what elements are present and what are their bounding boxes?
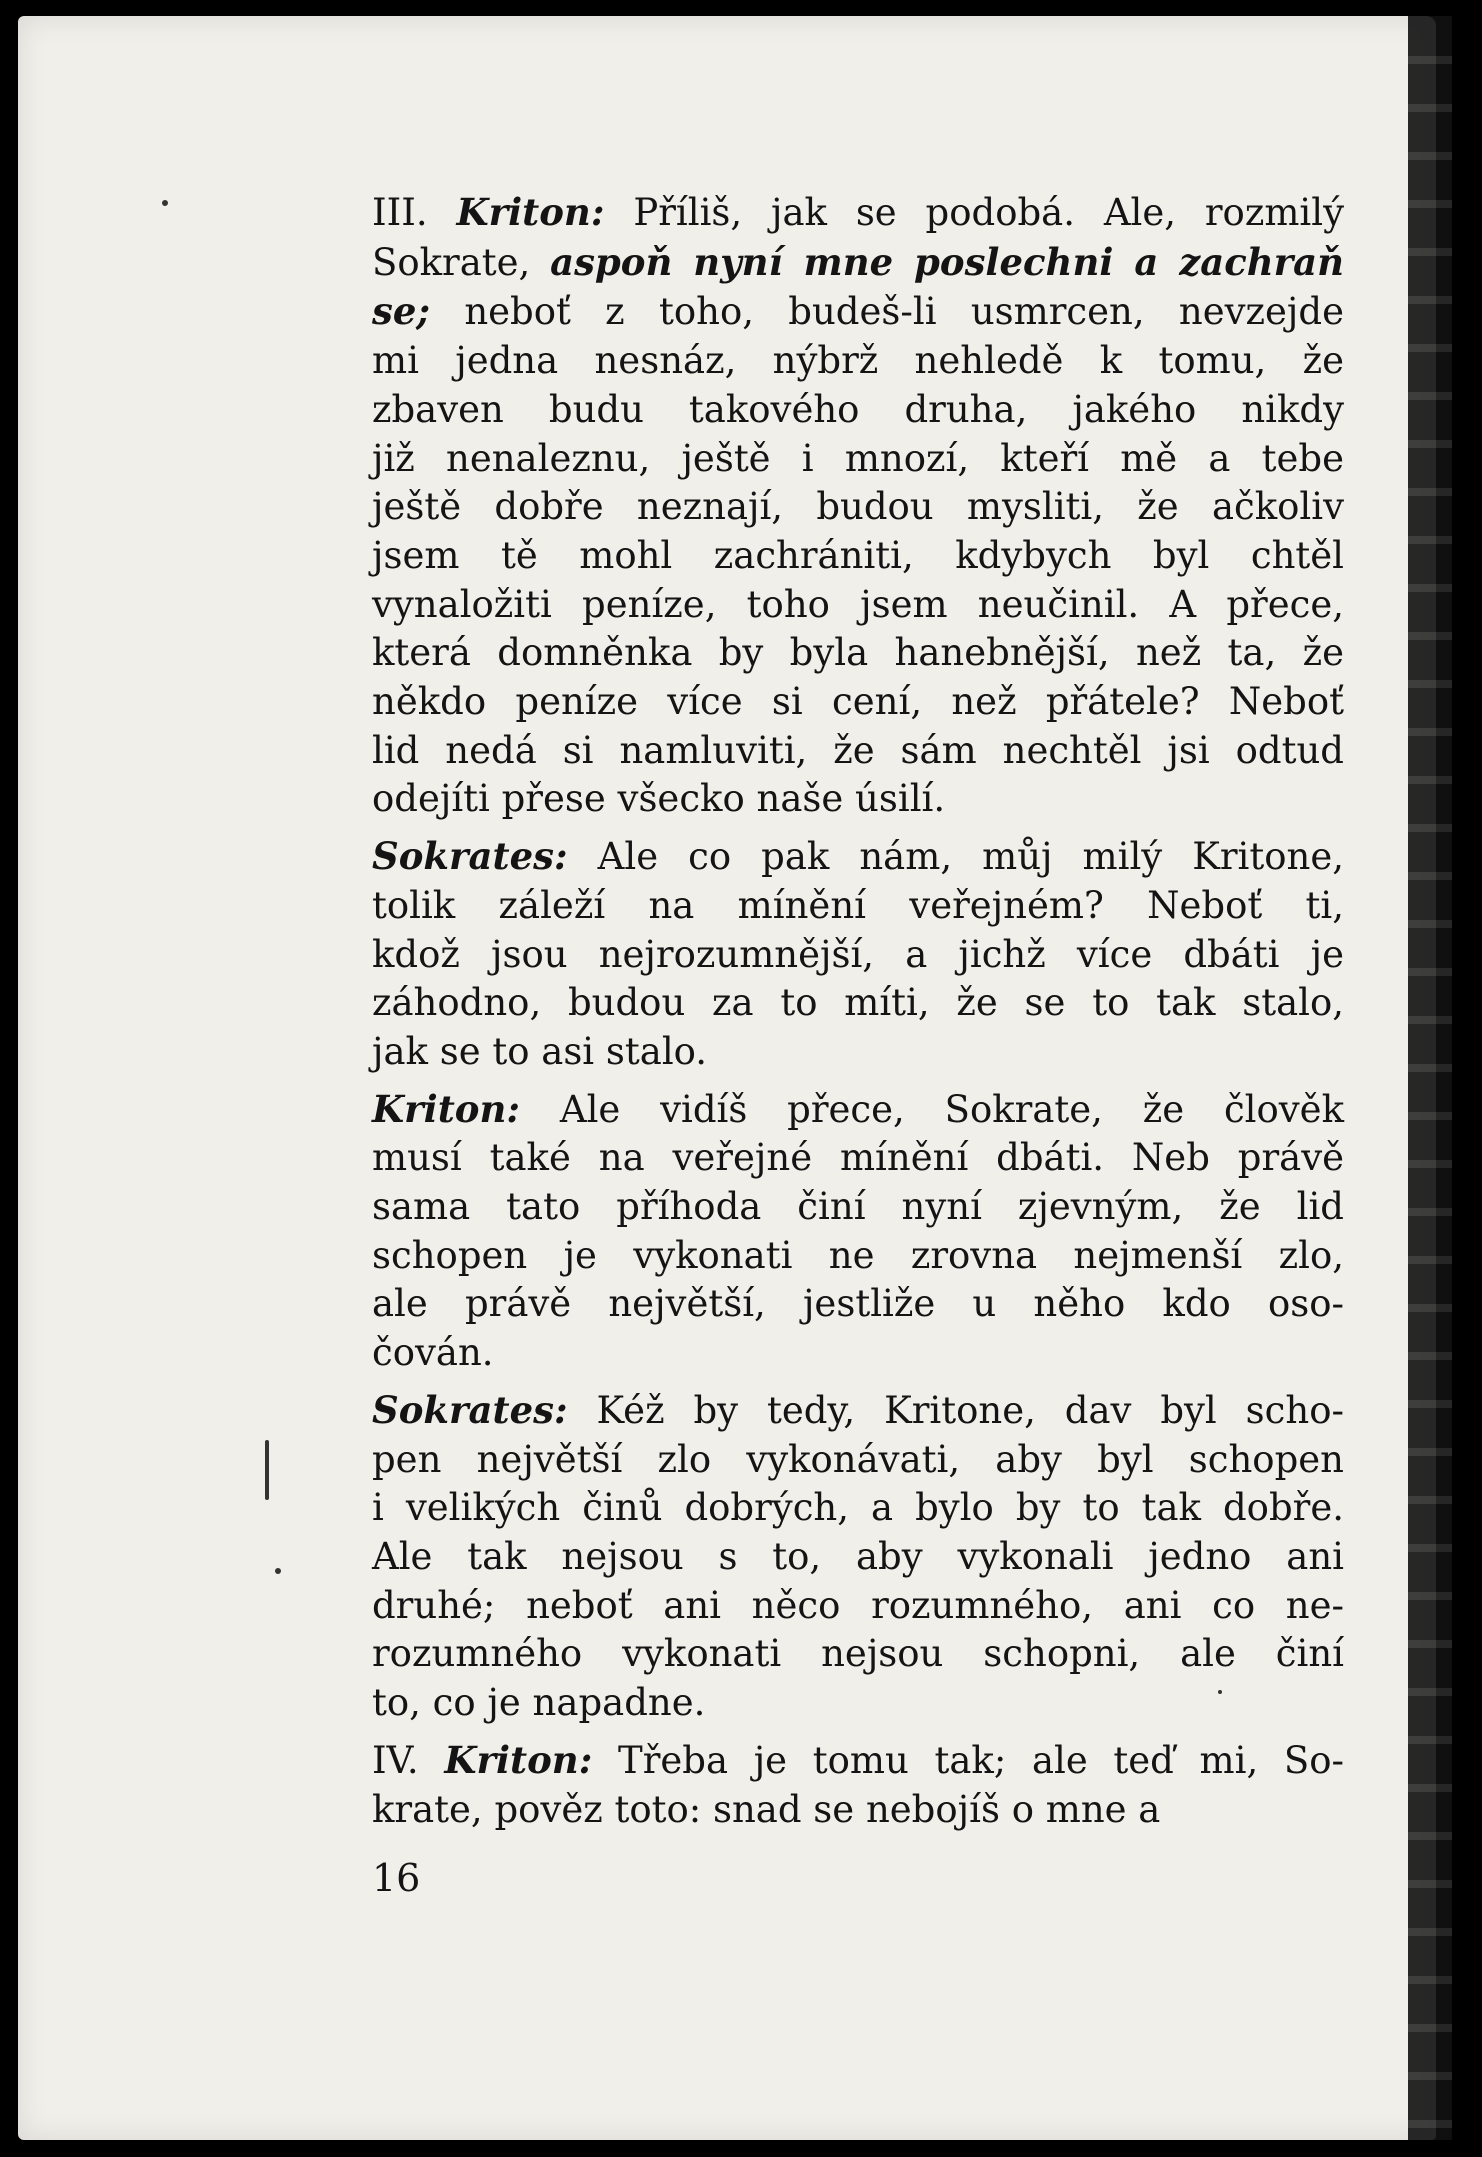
text-line: [372, 1736, 1344, 1786]
text-line: [372, 727, 1344, 776]
text-segment: Sokrate,: [372, 240, 551, 284]
text-segment: i velikých činů dobrých, a bylo by to tak dobře.: [372, 1486, 1344, 1530]
paragraph: [372, 188, 1344, 824]
text-line: [372, 188, 1344, 238]
text-line: [372, 532, 1344, 581]
dust-speck: [265, 1440, 269, 1500]
text-segment: záhodno, budou za to míti, že se to tak stalo,: [372, 981, 1344, 1025]
text-segment: někdo peníze více si cení, než přátele? Neboť: [372, 680, 1344, 724]
text-line: [372, 1630, 1344, 1679]
text-segment: zbaven budu takového druha, jakého nikdy: [372, 387, 1344, 431]
text-segment: pen největší zlo vykonávati, aby byl schopen: [372, 1437, 1344, 1481]
text-segment: lid nedá si namluviti, že sám nechtěl jsi odtud: [372, 728, 1344, 772]
text-line: [372, 581, 1344, 630]
text-segment: kdož jsou nejrozumnější, a jichž více dbáti je: [372, 932, 1344, 976]
text-line: [372, 882, 1344, 931]
speaker-label: Kriton:: [444, 1737, 593, 1782]
text-segment: ale právě největší, jestliže u něho kdo oso-: [372, 1282, 1344, 1326]
text-line: [372, 979, 1344, 1028]
text-line: [372, 1436, 1344, 1485]
text-line: [372, 1280, 1344, 1329]
paragraph: [372, 1085, 1344, 1378]
speaker-label: Sokrates:: [372, 1387, 568, 1432]
text-line: [372, 287, 1344, 337]
dust-speck: [162, 200, 168, 206]
text-segment: mi jedna nesnáz, nýbrž nehledě k tomu, že: [372, 339, 1344, 383]
text-line: [372, 1533, 1344, 1582]
text-segment: tolik záleží na mínění veřejném? Neboť ti,: [372, 883, 1344, 927]
text-segment: to, co je napadne.: [372, 1681, 706, 1725]
text-segment: Kéž by tedy, Kritone, dav byl scho-: [567, 1388, 1344, 1432]
text-segment: jsem tě mohl zachrániti, kdybych byl chtěl: [372, 533, 1344, 577]
text-segment: sama tato příhoda činí nyní zjevným, že lid: [372, 1185, 1344, 1229]
text-segment: čován.: [372, 1331, 494, 1375]
paragraph: [372, 1736, 1344, 1834]
text-segment: jak se to asi stalo.: [372, 1029, 708, 1073]
text-line: [372, 931, 1344, 980]
text-line: [372, 1582, 1344, 1631]
text-line: [372, 1134, 1344, 1183]
text-segment: musí také na veřejné mínění dbáti. Neb právě: [372, 1136, 1344, 1180]
text-segment: ještě dobře neznají, budou mysliti, že ačkoliv: [372, 485, 1344, 529]
speaker-label: se;: [372, 289, 431, 334]
text-line: [372, 1786, 1344, 1835]
paragraph: [372, 832, 1344, 1077]
text-line: [372, 832, 1344, 882]
text-segment: neboť z toho, budeš-li usmrcen, nevzejde: [430, 290, 1344, 334]
text-line: [372, 775, 1344, 824]
text-line: [372, 1484, 1344, 1533]
text-segment: Ale co pak nám, můj milý Kritone,: [567, 835, 1344, 879]
text-segment: již nenaleznu, ještě i mnozí, kteří mě a tebe: [372, 436, 1344, 480]
text-line: [372, 238, 1344, 288]
text-segment: Příliš, jak se podobá. Ale, rozmilý: [604, 191, 1344, 234]
text-segment: rozumného vykonati nejsou schopni, ale činí: [372, 1632, 1344, 1676]
text-segment: III.: [372, 191, 457, 234]
text-line: [372, 1679, 1344, 1728]
speaker-label: Kriton:: [372, 1086, 521, 1131]
page-edge-shadow: [1408, 16, 1452, 2140]
speaker-label: Sokrates:: [372, 834, 568, 879]
page-number: 16: [372, 1856, 421, 1900]
text-segment: vynaložiti peníze, toho jsem neučinil. A přece,: [372, 582, 1344, 626]
text-segment: Ale tak nejsou s to, aby vykonali jedno ani: [372, 1534, 1344, 1578]
text-line: [372, 678, 1344, 727]
text-segment: schopen je vykonati ne zrovna nejmenší zlo,: [372, 1233, 1344, 1277]
text-line: [372, 435, 1344, 484]
text-line: [372, 337, 1344, 386]
paragraph: [372, 1386, 1344, 1728]
dust-speck: [275, 1568, 281, 1574]
text-segment: Ale vidíš přece, Sokrate, že člověk: [520, 1087, 1344, 1131]
page-body-text: [372, 188, 1344, 1842]
text-line: [372, 1232, 1344, 1281]
text-segment: druhé; neboť ani něco rozumného, ani co ne-: [372, 1583, 1344, 1627]
text-line: [372, 483, 1344, 532]
text-segment: krate, pověz toto: snad se nebojíš o mne a: [372, 1787, 1161, 1831]
text-segment: která domněnka by byla hanebnější, než ta, že: [372, 631, 1344, 675]
text-line: [372, 1183, 1344, 1232]
text-line: [372, 1386, 1344, 1436]
speaker-label: Kriton:: [456, 190, 605, 234]
speaker-label: aspoň nyní mne poslechni a zachraň: [550, 239, 1344, 284]
text-segment: Třeba je tomu tak; ale teď mi, So-: [592, 1738, 1345, 1782]
text-segment: odejíti přese všecko naše úsilí.: [372, 777, 946, 821]
text-line: [372, 1028, 1344, 1077]
text-line: [372, 1329, 1344, 1378]
text-line: [372, 629, 1344, 678]
text-segment: IV.: [372, 1738, 445, 1782]
text-line: [372, 1085, 1344, 1135]
text-line: [372, 386, 1344, 435]
